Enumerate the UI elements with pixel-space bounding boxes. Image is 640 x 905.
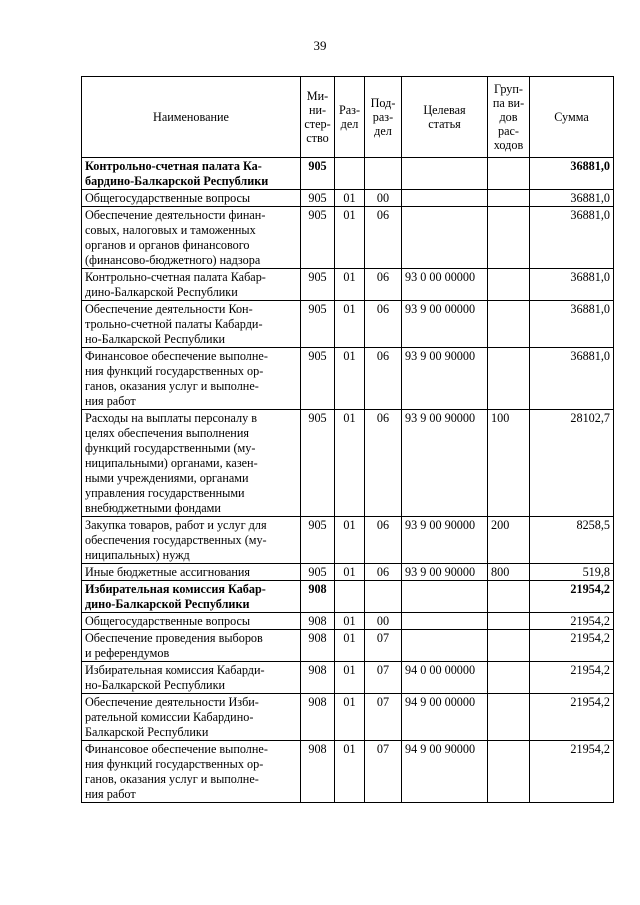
cell-name: Общегосударственные вопросы <box>82 190 301 207</box>
cell-target <box>402 613 488 630</box>
table-row <box>82 269 614 301</box>
table-row <box>82 581 614 613</box>
cell-ministry: 905 <box>301 190 335 207</box>
cell-subsection: 06 <box>365 269 402 301</box>
cell-section: 01 <box>335 662 365 694</box>
cell-group <box>488 694 530 741</box>
header-target: Целевая статья <box>402 77 488 158</box>
cell-group <box>488 581 530 613</box>
cell-section: 01 <box>335 564 365 581</box>
header-sum: Сумма <box>530 77 614 158</box>
table-row <box>82 301 614 348</box>
cell-sum: 21954,2 <box>530 581 614 613</box>
cell-section <box>335 158 365 190</box>
cell-target <box>402 581 488 613</box>
cell-subsection: 06 <box>365 517 402 564</box>
cell-subsection: 07 <box>365 694 402 741</box>
cell-ministry: 905 <box>301 348 335 410</box>
cell-ministry: 905 <box>301 564 335 581</box>
table-row <box>82 662 614 694</box>
cell-subsection: 00 <box>365 613 402 630</box>
cell-sum: 519,8 <box>530 564 614 581</box>
cell-ministry: 905 <box>301 158 335 190</box>
cell-group <box>488 662 530 694</box>
cell-section: 01 <box>335 207 365 269</box>
cell-subsection: 06 <box>365 207 402 269</box>
cell-group <box>488 741 530 803</box>
cell-target: 94 0 00 00000 <box>402 662 488 694</box>
cell-subsection: 06 <box>365 564 402 581</box>
table-row <box>82 517 614 564</box>
cell-ministry: 905 <box>301 410 335 517</box>
cell-ministry: 905 <box>301 207 335 269</box>
cell-name: Контрольно-счетная палата Кабар- дино-Балкарской Республики <box>82 269 301 301</box>
cell-group <box>488 613 530 630</box>
table-row <box>82 158 614 190</box>
cell-sum: 8258,5 <box>530 517 614 564</box>
cell-target: 93 9 00 90000 <box>402 348 488 410</box>
cell-target: 93 0 00 00000 <box>402 269 488 301</box>
cell-name: Обеспечение деятельности финан- совых, налоговых и таможенных органов и органов финансового (финансово-бюджетного) надзора <box>82 207 301 269</box>
cell-name: Финансовое обеспечение выполне- ния функций государственных ор- ганов, оказания услуг и выполне- ния работ <box>82 741 301 803</box>
cell-subsection: 07 <box>365 662 402 694</box>
cell-sum: 21954,2 <box>530 630 614 662</box>
table-row <box>82 207 614 269</box>
cell-group <box>488 348 530 410</box>
cell-subsection <box>365 158 402 190</box>
cell-subsection: 06 <box>365 301 402 348</box>
table-row <box>82 410 614 517</box>
cell-section: 01 <box>335 301 365 348</box>
cell-subsection: 07 <box>365 741 402 803</box>
cell-section: 01 <box>335 348 365 410</box>
table-row <box>82 741 614 803</box>
cell-section: 01 <box>335 269 365 301</box>
cell-sum: 21954,2 <box>530 694 614 741</box>
cell-subsection: 00 <box>365 190 402 207</box>
cell-group <box>488 630 530 662</box>
cell-group <box>488 301 530 348</box>
cell-name: Обеспечение деятельности Изби- рательной комиссии Кабардино- Балкарской Республики <box>82 694 301 741</box>
budget-table <box>81 76 614 803</box>
cell-sum: 21954,2 <box>530 613 614 630</box>
cell-section <box>335 581 365 613</box>
header-ministry: Ми- ни- стер- ство <box>301 77 335 158</box>
cell-section: 01 <box>335 410 365 517</box>
cell-sum: 36881,0 <box>530 190 614 207</box>
table-row <box>82 613 614 630</box>
cell-target <box>402 630 488 662</box>
table-body <box>82 158 614 803</box>
cell-ministry: 908 <box>301 613 335 630</box>
cell-sum: 36881,0 <box>530 348 614 410</box>
page-number: 39 <box>313 38 327 53</box>
cell-section: 01 <box>335 517 365 564</box>
cell-sum: 36881,0 <box>530 269 614 301</box>
cell-name: Обеспечение проведения выборов и референдумов <box>82 630 301 662</box>
cell-sum: 28102,7 <box>530 410 614 517</box>
table-row <box>82 564 614 581</box>
cell-name: Финансовое обеспечение выполне- ния функций государственных ор- ганов, оказания услуг и выполне- ния работ <box>82 348 301 410</box>
cell-name: Расходы на выплаты персоналу в целях обеспечения выполнения функций государственными (му- ниципальными) органами, казен- ными учреждениями, органами управления государственными внебюджетными фондами <box>82 410 301 517</box>
header-group: Груп- па ви- дов рас- ходов <box>488 77 530 158</box>
cell-sum: 21954,2 <box>530 662 614 694</box>
header-section: Раз- дел <box>335 77 365 158</box>
cell-target: 93 9 00 90000 <box>402 564 488 581</box>
cell-ministry: 908 <box>301 741 335 803</box>
cell-ministry: 905 <box>301 269 335 301</box>
cell-ministry: 908 <box>301 630 335 662</box>
cell-section: 01 <box>335 630 365 662</box>
cell-subsection: 06 <box>365 348 402 410</box>
cell-group: 800 <box>488 564 530 581</box>
cell-group <box>488 207 530 269</box>
cell-sum: 21954,2 <box>530 741 614 803</box>
table-header-row <box>82 77 614 158</box>
cell-name: Контрольно-счетная палата Ка- бардино-Балкарской Республики <box>82 158 301 190</box>
cell-sum: 36881,0 <box>530 207 614 269</box>
table-row <box>82 694 614 741</box>
cell-name: Обеспечение деятельности Кон- трольно-счетной палаты Кабарди- но-Балкарской Республики <box>82 301 301 348</box>
cell-ministry: 908 <box>301 581 335 613</box>
cell-ministry: 908 <box>301 662 335 694</box>
cell-target: 94 9 00 00000 <box>402 694 488 741</box>
cell-target: 93 9 00 00000 <box>402 301 488 348</box>
table-row <box>82 630 614 662</box>
cell-section: 01 <box>335 190 365 207</box>
cell-ministry: 905 <box>301 301 335 348</box>
cell-name: Избирательная комиссия Кабар- дино-Балкарской Республики <box>82 581 301 613</box>
cell-sum: 36881,0 <box>530 301 614 348</box>
cell-name: Общегосударственные вопросы <box>82 613 301 630</box>
cell-target <box>402 207 488 269</box>
cell-name: Закупка товаров, работ и услуг для обеспечения государственных (му- ниципальных) нужд <box>82 517 301 564</box>
cell-name: Иные бюджетные ассигнования <box>82 564 301 581</box>
cell-name: Избирательная комиссия Кабарди- но-Балкарской Республики <box>82 662 301 694</box>
table-row <box>82 190 614 207</box>
table-row <box>82 348 614 410</box>
header-subsection: Под- раз- дел <box>365 77 402 158</box>
cell-target: 94 9 00 90000 <box>402 741 488 803</box>
cell-group: 100 <box>488 410 530 517</box>
cell-ministry: 908 <box>301 694 335 741</box>
cell-target: 93 9 00 90000 <box>402 517 488 564</box>
cell-subsection: 06 <box>365 410 402 517</box>
cell-target <box>402 190 488 207</box>
cell-subsection <box>365 581 402 613</box>
cell-group <box>488 158 530 190</box>
cell-subsection: 07 <box>365 630 402 662</box>
cell-group <box>488 190 530 207</box>
cell-section: 01 <box>335 741 365 803</box>
cell-section: 01 <box>335 694 365 741</box>
cell-sum: 36881,0 <box>530 158 614 190</box>
cell-section: 01 <box>335 613 365 630</box>
header-name: Наименование <box>82 77 301 158</box>
cell-ministry: 905 <box>301 517 335 564</box>
cell-target <box>402 158 488 190</box>
cell-group: 200 <box>488 517 530 564</box>
cell-target: 93 9 00 90000 <box>402 410 488 517</box>
cell-group <box>488 269 530 301</box>
